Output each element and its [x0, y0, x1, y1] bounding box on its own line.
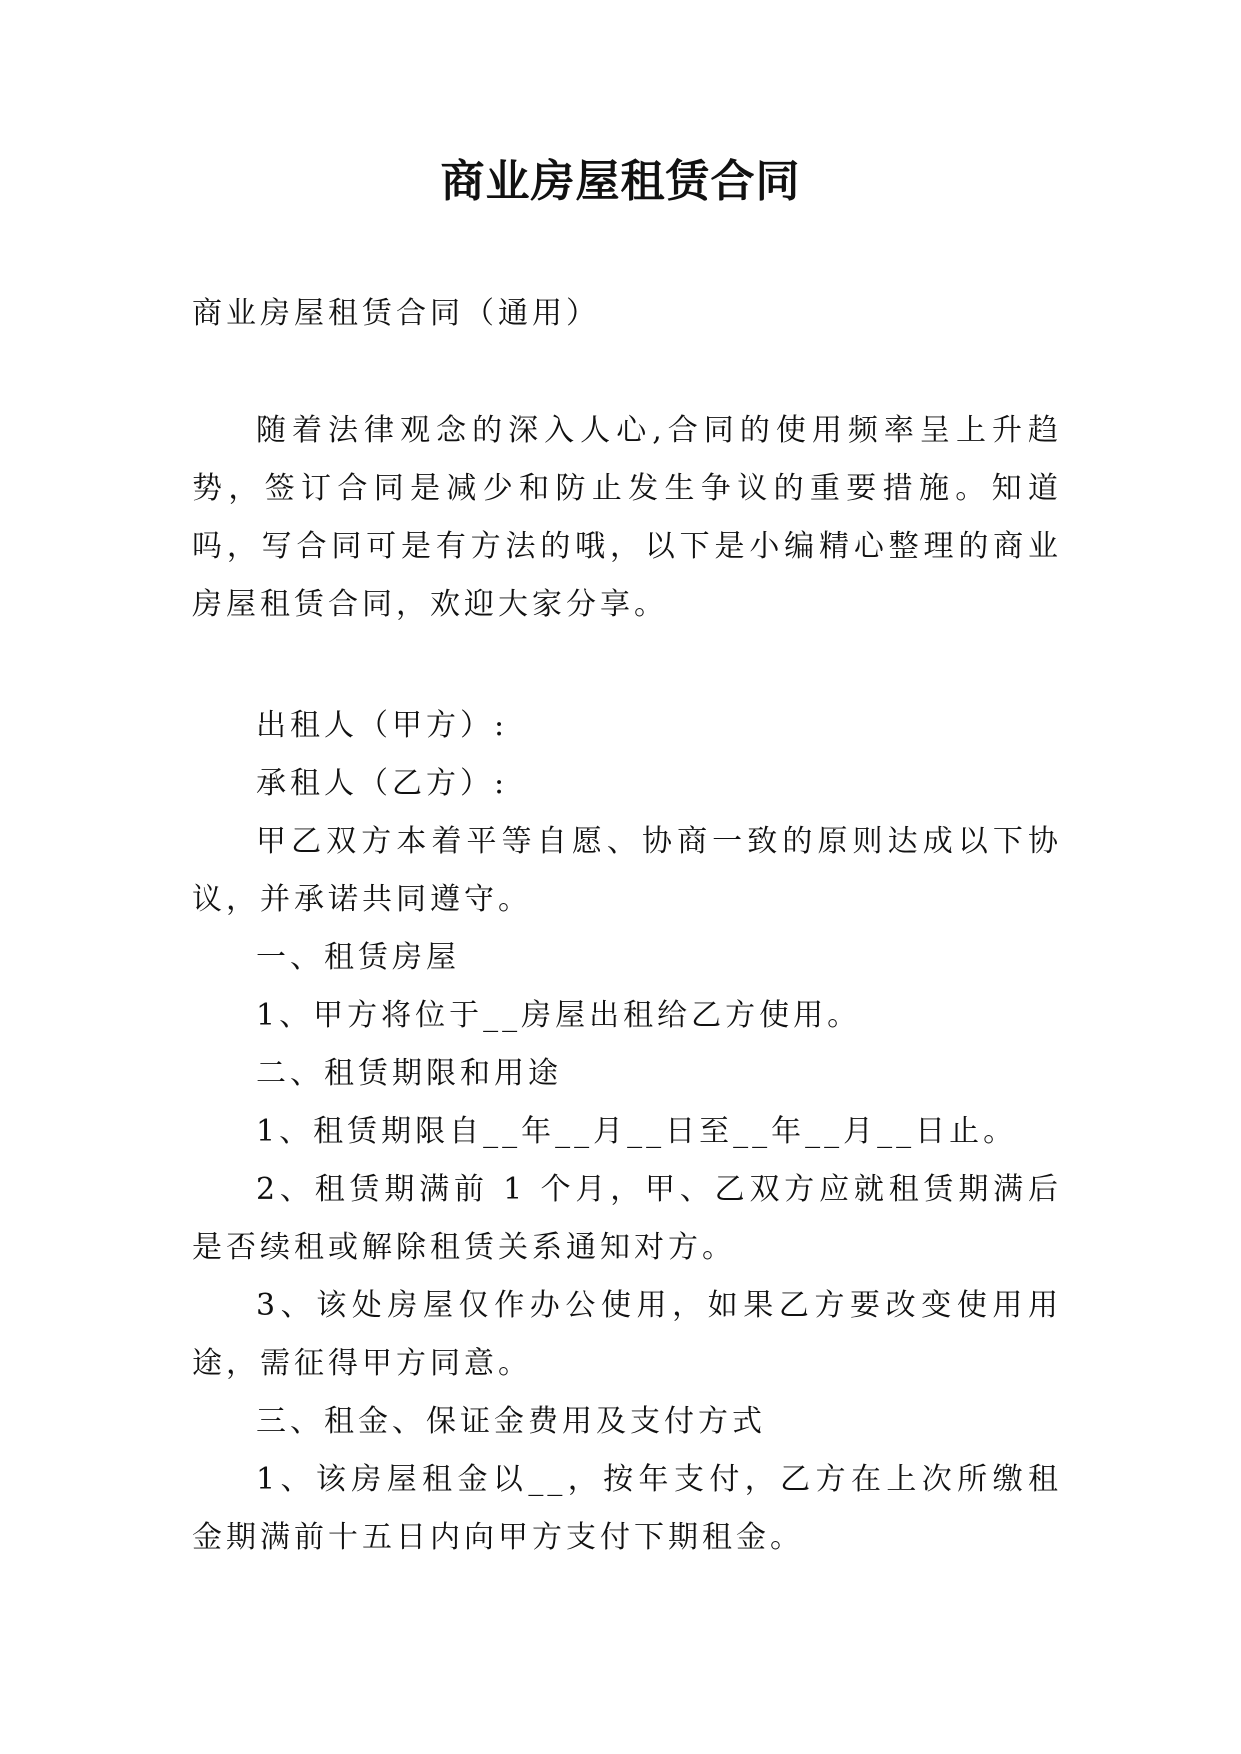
lessee-line: 承租人（乙方）:	[256, 766, 509, 801]
section2-item1: 1、租赁期限自__年__月__日至__年__月__日止。	[256, 1114, 1018, 1149]
section2-item3: 3、该处房屋仅作办公使用，如果乙方要改变使用用途，需征得甲方同意。	[192, 1288, 1062, 1381]
section3-heading: 三、租金、保证金费用及支付方式	[256, 1404, 766, 1439]
intro-paragraph: 随着法律观念的深入人心,合同的使用频率呈上升趋势，签订合同是减少和防止发生争议的重要措施。知道吗，写合同可是有方法的哦，以下是小编精心整理的商业房屋租赁合同，欢迎大家分享。	[192, 413, 1062, 622]
contract-clauses	[192, 697, 1062, 1567]
section2-heading: 二、租赁期限和用途	[256, 1056, 562, 1091]
document-title: 商业房屋租赁合同	[440, 156, 801, 207]
section1-heading: 一、租赁房屋	[256, 940, 460, 975]
section1-item1: 1、甲方将位于__房屋出租给乙方使用。	[256, 998, 862, 1033]
agreement-paragraph: 甲乙双方本着平等自愿、协商一致的原则达成以下协议，并承诺共同遵守。	[192, 824, 1062, 917]
document-subtitle: 商业房屋租赁合同（通用）	[192, 296, 600, 331]
section2-item2: 2、租赁期满前 1 个月，甲、乙双方应就租赁期满后是否续租或解除租赁关系通知对方。	[192, 1172, 1062, 1265]
section3-item1: 1、该房屋租金以__，按年支付，乙方在上次所缴租金期满前十五日内向甲方支付下期租金。	[192, 1462, 1062, 1555]
lessor-line: 出租人（甲方）:	[256, 708, 509, 743]
intro-section	[192, 402, 1062, 634]
